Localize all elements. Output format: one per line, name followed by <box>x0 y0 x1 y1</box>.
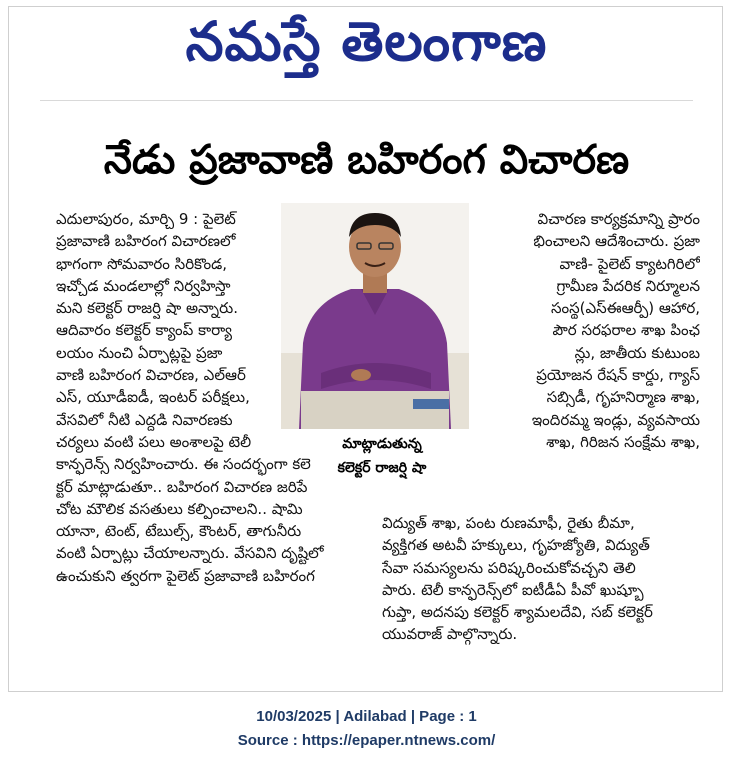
text-line: భించాలని ఆదేశించారు. ప్రజా <box>533 232 700 251</box>
article-column-left <box>56 208 324 587</box>
article-column-right <box>480 210 700 475</box>
text-line: విచారణ కార్యక్రమాన్ని ప్రారం <box>537 210 700 228</box>
text-line: ప్రజావాణి బహిరంగ విచారణలో <box>56 232 236 251</box>
text-line: యువరాజ్ పాల్గొన్నారు. <box>382 625 518 644</box>
person-illustration <box>281 203 469 429</box>
text-line: వాణి బహిరంగ విచారణ, ఎల్ఆర్ <box>56 366 246 385</box>
caption-line: కలెక్టర్ రాజర్షి షా <box>337 460 427 476</box>
photo-caption <box>282 432 482 480</box>
text-line: శాఖ, గిరిజన సంక్షేమ శాఖ, <box>546 432 700 451</box>
text-line: మని కలెక్టర్ రాజర్షి షా అన్నారు. <box>56 299 238 318</box>
text-line: భాగంగా సోమవారం సిరికొండ, <box>56 254 228 273</box>
text-line: ఉంచుకుని త్వరగా పైలెట్ ప్రజావాణి బహిరంగ <box>56 566 315 585</box>
text-line: ఆదివారం కలెక్టర్ క్యాంప్ కార్యా <box>56 321 233 340</box>
text-line: సంస్థ(ఎస్ఈఆర్పీ) ఆహార, <box>550 299 700 318</box>
text-line: పౌర సరఫరాల శాఖ పింఛ <box>552 321 700 340</box>
article-headline: నేడు ప్రజావాణి బహిరంగ విచారణ <box>103 137 630 183</box>
caption-line: మాట్లాడుతున్న <box>342 436 422 452</box>
text-line: కాన్ఫరెన్స్ నిర్వహించారు. ఈ సందర్భంగా కలె <box>56 455 311 474</box>
text-line: సేవా సమస్యలను పరిష్కరించుకోవచ్చని తెలి <box>382 558 636 577</box>
text-line: చోట మౌలిక వసతులు కల్పించాలని.. షామి <box>56 499 303 518</box>
text-line: లయం నుంచి ఏర్పాట్లపై ప్రజా <box>56 343 223 362</box>
text-line: విద్యుత్ శాఖ, పంట రుణమాఫీ, రైతు బీమా, <box>382 514 635 532</box>
text-line: వాణి- పైలెట్ క్యాటగిరిలో <box>559 254 700 273</box>
text-line: ఇచ్చోడ మండలాల్లో నిర్వహిస్తా <box>56 276 231 295</box>
footer-date-edition: 10/03/2025 | Adilabad | Page : 1 <box>256 708 477 725</box>
footer-source-link[interactable]: Source : https://epaper.ntnews.com/ <box>237 732 496 749</box>
text-line: న్లు, జాతీయ కుటుంబ <box>574 343 700 362</box>
newspaper-masthead: నమస్తే తెలంగాణ <box>185 10 548 73</box>
text-line: క్టర్ మాట్లాడుతూ.. బహిరంగ విచారణ జరిపే <box>56 477 308 496</box>
text-line: ఎదులాపురం, మార్చి 9 : పైలెట్ <box>56 210 236 228</box>
text-line: వ్యక్తిగత అటవీ హక్కులు, గృహజ్యోతి, విద్యుత్ <box>382 536 650 555</box>
article-column-bottom <box>382 512 700 646</box>
text-line: వంటి ఏర్పాట్లు చేయాలన్నారు. వేసవిని దృష్టిలో <box>56 544 324 563</box>
text-line: గ్రామీణ పేదరిక నిర్మూలన <box>556 276 700 295</box>
text-line: వేసవిలో నీటి ఎద్దడి నివారణకు <box>56 410 233 429</box>
masthead-divider <box>40 100 693 101</box>
text-line: పారు. టెలీ కాన్ఫరెన్స్‌లో ఐటీడీఏ పీవో ఖుష్బూ <box>382 580 644 599</box>
text-line: సబ్సిడీ, గృహనిర్మాణ శాఖ, <box>546 388 700 407</box>
text-line: గుప్తా, అదనపు కలెక్టర్ శ్యామలదేవి, సబ్ కలెక్టర్ <box>382 603 653 622</box>
text-line: ఇందిరమ్మ ఇండ్లు, వ్యవసాయ <box>531 410 700 429</box>
collector-photo <box>281 203 469 429</box>
text-line: ప్రయోజన రేషన్ కార్డు, గ్యాస్ <box>536 366 700 385</box>
text-line: యానా, టెంట్, టేబుల్స్, కౌంటర్, తాగునీరు <box>56 522 302 541</box>
text-line: చర్యలు వంటి పలు అంశాలపై టెలీ <box>56 432 252 451</box>
text-line: ఎస్, యూడీఐడీ, ఇంటర్ పరీక్షలు, <box>56 388 250 407</box>
